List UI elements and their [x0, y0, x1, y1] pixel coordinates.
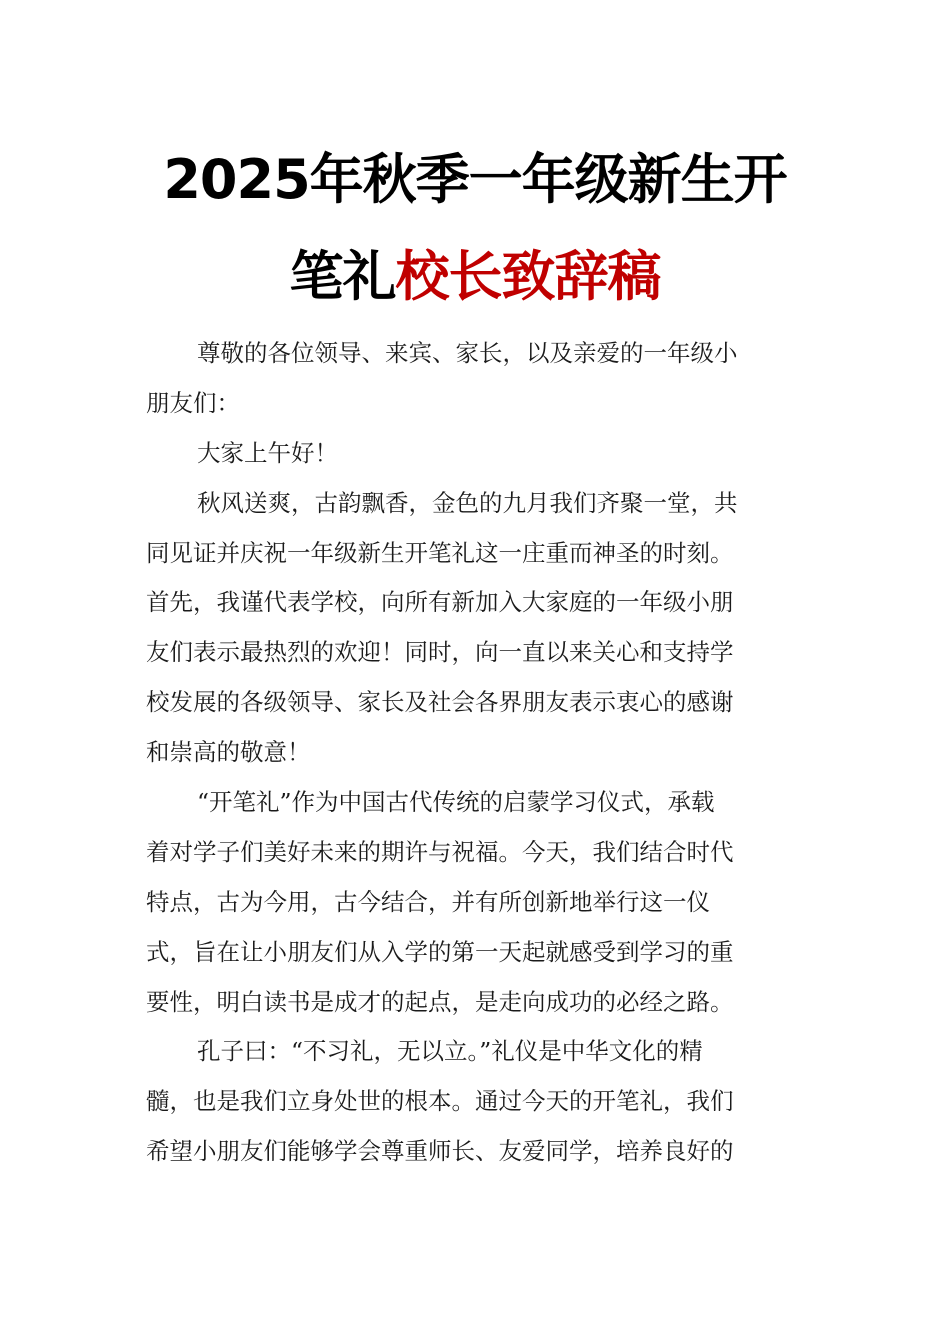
- body-line-paragraph-start: 孔子曰：“不习礼，无以立。”礼仪是中华文化的精: [197, 1037, 703, 1066]
- body-line: 髓，也是我们立身处世的根本。通过今天的开笔礼，我们: [146, 1087, 734, 1116]
- body-line: 和崇高的敬意！: [146, 738, 311, 767]
- body-line-paragraph-start: 秋风送爽，古韵飘香，金色的九月我们齐聚一堂，共: [197, 488, 738, 517]
- title-text-1: 2025年秋季一年级新生开: [163, 148, 787, 211]
- body-line: 特点，古为今用，古今结合，并有所创新地举行这一仪: [146, 887, 710, 916]
- body-line: 式，旨在让小朋友们从入学的第一天起就感受到学习的重: [146, 937, 734, 966]
- document-title-line-2: [100, 245, 850, 309]
- body-line: 友们表示最热烈的欢迎！同时，向一直以来关心和支持学: [146, 638, 734, 667]
- body-line-salutation: 大家上午好！: [197, 438, 338, 467]
- body-line-paragraph-start: “开笔礼”作为中国古代传统的启蒙学习仪式，承载: [197, 788, 715, 817]
- document-title-line-1: [100, 148, 850, 212]
- body-line: 校发展的各级领导、家长及社会各界朋友表示衷心的感谢: [146, 688, 734, 717]
- body-line: 希望小朋友们能够学会尊重师长、友爱同学，培养良好的: [146, 1137, 734, 1166]
- body-line: 同见证并庆祝一年级新生开笔礼这一庄重而神圣的时刻。: [146, 538, 734, 567]
- body-line: 要性，明白读书是成才的起点，是走向成功的必经之路。: [146, 987, 734, 1016]
- body-line: 首先，我谨代表学校，向所有新加入大家庭的一年级小朋: [146, 588, 734, 617]
- title-text-2-red: 校长致辞稿: [395, 245, 661, 308]
- document-body: [146, 329, 786, 1177]
- body-line-greeting: 尊敬的各位领导、来宾、家长，以及亲爱的一年级小: [197, 339, 738, 367]
- title-text-2-black: 笔礼: [289, 245, 396, 308]
- body-line: 着对学子们美好未来的期许与祝福。今天，我们结合时代: [146, 837, 734, 866]
- body-line: 朋友们：: [146, 388, 240, 417]
